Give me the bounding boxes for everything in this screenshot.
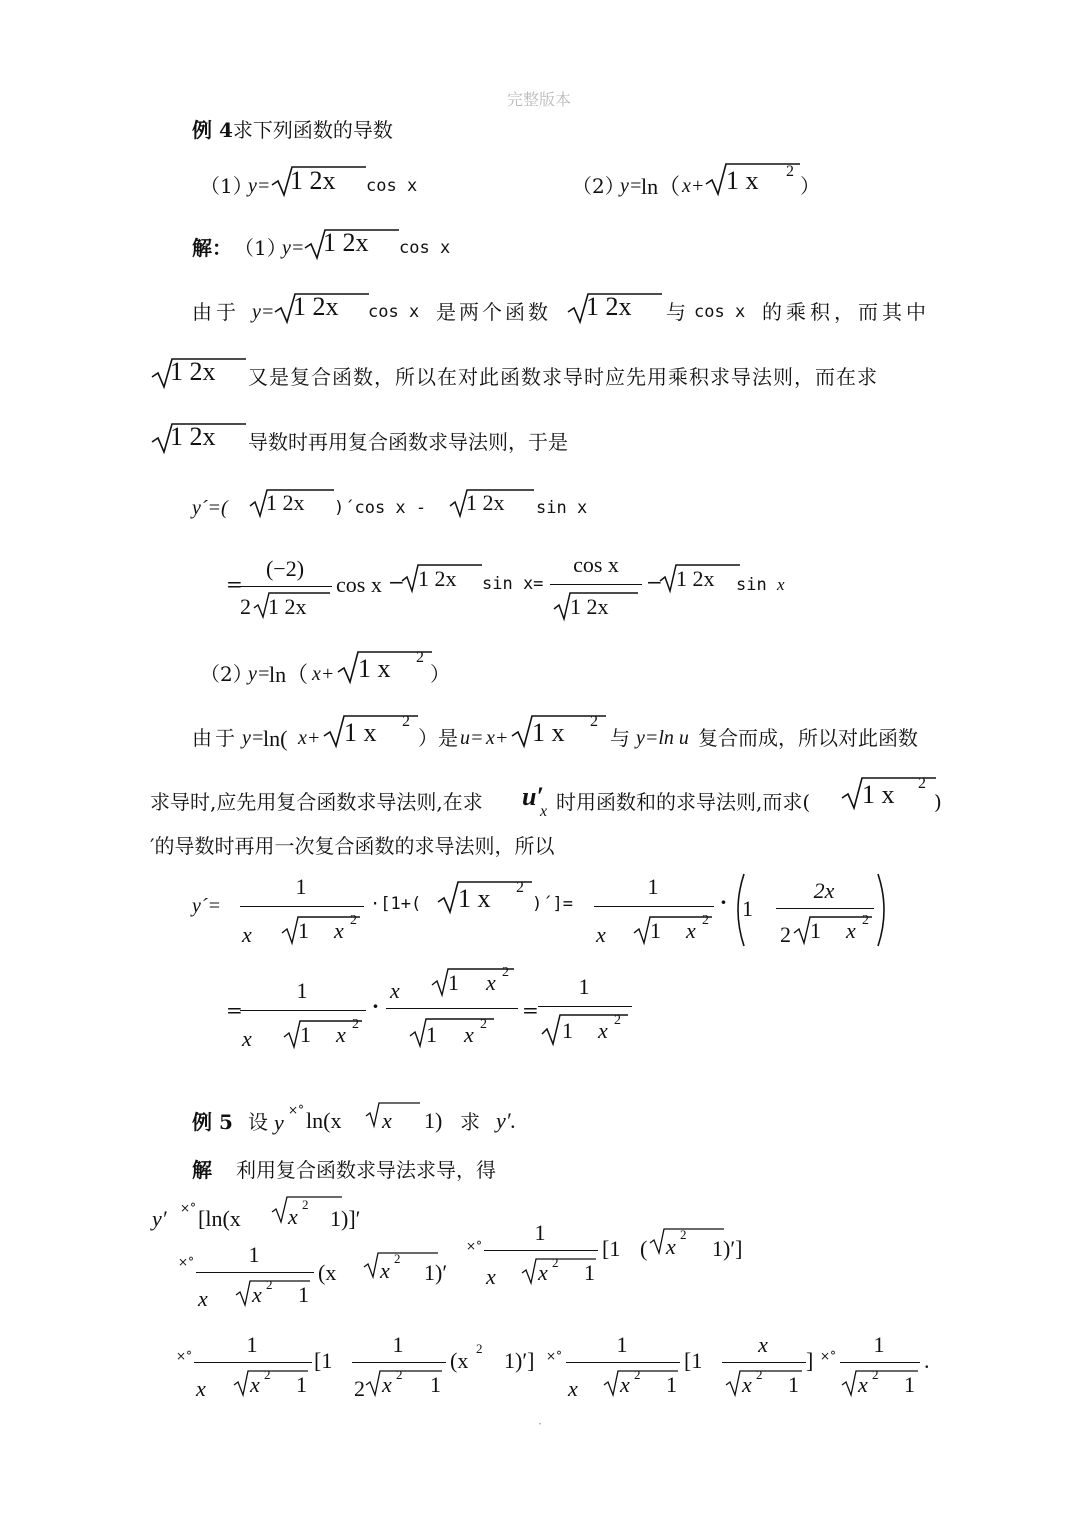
q1-label: （1） xyxy=(200,174,253,198)
d3-paren: (x xyxy=(450,1348,469,1373)
d3b-den-x: x xyxy=(568,1376,578,1401)
eq3-den-x-2: x xyxy=(596,922,606,947)
d3-num-3: 1 xyxy=(616,1332,628,1357)
example-4-title: 例 4求下列函数的导数 xyxy=(192,118,393,142)
eq4-equals: = xyxy=(226,998,243,1022)
d3c-den-sup: 2 xyxy=(756,1367,763,1382)
p2-text: 又是复合函数，所以在对此函数求导时应先用乘积求导法则，而在求 xyxy=(248,365,878,389)
sol-radicand: 1 2x xyxy=(323,228,369,257)
part2-radicand: 1 x xyxy=(358,654,391,683)
ex5-sol-label: 解 xyxy=(192,1158,212,1182)
eq3-den-x2-2: x xyxy=(686,918,696,943)
footer-dot: · xyxy=(538,1417,542,1431)
q2-x: x+ xyxy=(682,175,705,197)
eq3-paren-den-2: 2 xyxy=(780,922,791,947)
eq4-den2-one: 1 xyxy=(426,1022,437,1047)
fraction-bar xyxy=(386,1008,518,1009)
fraction-bar xyxy=(594,906,714,907)
d2-r1-x: x xyxy=(380,1258,390,1283)
d3-den-x2: x xyxy=(250,1372,260,1397)
d3d-den-x: x xyxy=(858,1372,868,1397)
d3-sym-2: ×° xyxy=(546,1349,563,1363)
d3-num-4: x xyxy=(758,1332,768,1357)
eq3-bracket: ·[1+( xyxy=(370,894,422,914)
p5-u: u′ xyxy=(522,782,544,811)
eq4-den-x: x xyxy=(242,1026,252,1051)
q1-radicand: 1 2x xyxy=(290,166,336,195)
fraction-bar xyxy=(550,584,642,585)
eq3-paren-den-sup: 2 xyxy=(862,913,869,928)
d2b-den-x: x xyxy=(486,1264,496,1289)
eq2-numerator-2: cos x xyxy=(573,552,619,577)
p2-radicand: 1 2x xyxy=(170,357,216,386)
p3-text: 导数时再用复合函数求导法则，于是 xyxy=(248,430,568,454)
eq4-den-x2: x xyxy=(336,1022,346,1047)
p1-c: 与 xyxy=(666,300,686,324)
part2-sup: 2 xyxy=(416,649,424,666)
eq3-paren-one: 1 xyxy=(742,896,753,921)
part2-ln: ln（ xyxy=(269,662,309,687)
solution-part2: （2） xyxy=(200,662,253,686)
ex5-x: x xyxy=(382,1108,392,1133)
fraction-bar xyxy=(194,1362,312,1363)
eq2-radicand: 1 2x xyxy=(418,566,457,591)
eq4-den2-sup: 2 xyxy=(480,1017,487,1032)
d3c-den-x: x xyxy=(742,1372,752,1397)
eq2-numerator: (−2) xyxy=(265,556,305,581)
p5-c: ) xyxy=(934,790,942,814)
d3b-den-one: 1 xyxy=(666,1372,677,1397)
d3-num-5: 1 xyxy=(873,1332,885,1357)
eq4-den3-sup: 2 xyxy=(614,1013,621,1028)
ex5-sol-text: 利用复合函数求导法求导，得 xyxy=(236,1158,496,1182)
q1-y: y= xyxy=(248,175,271,197)
p4-c: 与 xyxy=(610,726,630,750)
fraction-bar xyxy=(722,1362,806,1363)
d2-r2b: ( xyxy=(640,1236,648,1261)
fraction-bar xyxy=(196,1272,314,1273)
eq4-den3-one: 1 xyxy=(562,1018,573,1043)
eq3-paren-num: 2x xyxy=(813,878,835,903)
eq4-den-sup: 2 xyxy=(352,1017,359,1032)
sol-y: y= xyxy=(282,237,305,259)
eq2-den-radicand-2: 1 2x xyxy=(570,594,609,619)
p5-sup: 2 xyxy=(918,775,926,792)
eq2-sin-2: sin x xyxy=(736,575,785,595)
example-5-title: 例 5 xyxy=(192,1110,233,1134)
d3b-den-x2: x xyxy=(620,1372,630,1397)
part2-x: x+ xyxy=(312,663,335,685)
fraction-bar xyxy=(240,906,364,907)
d1-yp: y′ xyxy=(152,1206,167,1231)
eq3-den-x2: x xyxy=(334,918,344,943)
d2-num-2: 1 xyxy=(534,1220,546,1245)
p6-text: ′的导数时再用一次复合函数的求导法则，所以 xyxy=(150,834,555,858)
eq4-num2-x2: x xyxy=(486,970,496,995)
p4-sup: 2 xyxy=(402,713,410,730)
eq4-den-one: 1 xyxy=(300,1022,311,1047)
d3-r2-2: [1 xyxy=(684,1348,703,1373)
d3-sym: ×° xyxy=(176,1349,193,1363)
d1-sym: ×° xyxy=(180,1201,197,1215)
d3-den-sup: 2 xyxy=(264,1367,271,1382)
eq3-den-x: x xyxy=(242,922,252,947)
ex5-text: 设 xyxy=(248,1110,268,1134)
d3-den-x: x xyxy=(196,1376,206,1401)
d3d-den-one: 1 xyxy=(904,1372,915,1397)
eq4-equals-2: = xyxy=(522,998,539,1022)
p4-a: 由于 xyxy=(192,726,238,750)
p1-b: 是两个函数 xyxy=(436,300,551,324)
p4-y: y= xyxy=(242,727,265,749)
dot-operator: · xyxy=(372,994,379,1018)
eq4-num2-sup: 2 xyxy=(502,965,509,980)
p1-cos-2: cos x xyxy=(694,302,746,322)
p4-x: x+ xyxy=(298,727,321,749)
d3-den-two: 2 xyxy=(354,1376,365,1401)
p4-ln: ln( xyxy=(263,726,288,751)
eq3-den-one: 1 xyxy=(298,918,309,943)
d3-den-one-2: 1 xyxy=(430,1372,441,1397)
q1-cos: cos x xyxy=(366,176,418,196)
solution-label: 解： xyxy=(192,236,232,260)
eq2-den-two: 2 xyxy=(240,594,251,619)
d3-den-x3: x xyxy=(382,1372,392,1397)
part2-close: ） xyxy=(430,662,450,686)
part2-y: y= xyxy=(248,663,271,685)
d3-period: . xyxy=(924,1348,930,1373)
eq2-minus: − xyxy=(388,570,405,594)
p4-e: 复合而成，所以对此函数 xyxy=(698,726,918,750)
p5-a: 求导时,应先用复合函数求导法则,在求 xyxy=(150,790,483,814)
eq1-mid: )´cos x - xyxy=(334,498,427,518)
eq1-left: y´=( xyxy=(192,497,228,519)
q2-ln: ln（ xyxy=(641,174,681,199)
eq2-minus-2: − xyxy=(646,570,663,594)
q2-sup: 2 xyxy=(786,163,794,180)
d2-r2-x: x xyxy=(666,1234,676,1259)
p4-u: u= xyxy=(460,727,484,749)
q2-y: y= xyxy=(620,175,643,197)
page-header: 完整版本 xyxy=(507,90,572,109)
eq3-y: y´= xyxy=(192,895,222,917)
eq4-numerator-3: 1 xyxy=(578,974,590,999)
d3c-den-one: 1 xyxy=(788,1372,799,1397)
d2-r1-tail: 1)′ xyxy=(424,1260,448,1285)
d2-den-sup: 2 xyxy=(266,1277,273,1292)
eq4-num2-one: 1 xyxy=(448,970,459,995)
p4-radicand: 1 x xyxy=(344,718,377,747)
fraction-bar xyxy=(352,1362,446,1363)
d3-paren-tail: 1)′] xyxy=(504,1348,535,1373)
d2b-den-sup: 2 xyxy=(552,1255,559,1270)
p4-d: y=ln u xyxy=(636,727,689,749)
ex5-ln: ln(x xyxy=(306,1108,342,1133)
eq4-num2-x: x xyxy=(390,978,400,1003)
eq3-paren-den-x: x xyxy=(846,918,856,943)
p4-b: ）是 xyxy=(418,726,458,750)
eq1-sin: sin x xyxy=(536,498,588,518)
eq3-numerator-2: 1 xyxy=(647,874,659,899)
d2-r2-tail: 1)′] xyxy=(712,1236,743,1261)
eq1-radicand: 1 2x xyxy=(266,490,305,515)
d2-den-x: x xyxy=(198,1286,208,1311)
d1-tail: 1)]′ xyxy=(330,1206,361,1231)
fraction-bar xyxy=(240,586,332,587)
p1-radicand-2: 1 2x xyxy=(586,292,632,321)
p4-sup-2: 2 xyxy=(590,713,598,730)
eq3-den-one-2: 1 xyxy=(650,918,661,943)
p4-radicand-2: 1 x xyxy=(532,718,565,747)
p1-y: y= xyxy=(252,301,275,323)
d3-paren-sup: 2 xyxy=(476,1341,483,1356)
eq3-den-sup: 2 xyxy=(350,913,357,928)
dot-operator: · xyxy=(720,890,727,914)
p1-a: 由于 xyxy=(192,300,240,324)
d2-r2: [1 xyxy=(602,1236,621,1261)
eq2-cos: cos x xyxy=(336,572,382,597)
d1-sup: 2 xyxy=(302,1197,309,1212)
eq1-radicand-2: 1 2x xyxy=(466,490,505,515)
d3-den-one: 1 xyxy=(296,1372,307,1397)
ex5-sym: ×° xyxy=(288,1103,305,1117)
eq3-radicand: 1 x xyxy=(458,884,491,913)
ex5-yp: y′. xyxy=(496,1108,517,1133)
eq4-numerator: 1 xyxy=(296,978,308,1003)
d3-r2: [1 xyxy=(314,1348,333,1373)
eq3-paren-den-one: 1 xyxy=(810,918,821,943)
ex5-ask: 求 xyxy=(460,1110,480,1134)
p5-sub: x xyxy=(540,803,548,820)
d2-r1: (x xyxy=(318,1260,337,1285)
eq2-sin: sin x= xyxy=(482,574,544,594)
d3-close: ] xyxy=(806,1348,814,1373)
solution-part1: （1） xyxy=(234,236,287,260)
d2-r1-sup: 2 xyxy=(394,1251,401,1266)
q2-label: （2） xyxy=(572,174,625,198)
d2-sym-2: ×° xyxy=(466,1239,483,1253)
d2-sym: ×° xyxy=(178,1255,195,1269)
d3-num: 1 xyxy=(246,1332,258,1357)
d2-den-x2: x xyxy=(252,1282,262,1307)
fraction-bar xyxy=(840,1362,920,1363)
d3d-den-sup: 2 xyxy=(872,1367,879,1382)
fraction-bar xyxy=(776,908,874,909)
d3-num-2: 1 xyxy=(392,1332,404,1357)
d2-den-one: 1 xyxy=(298,1282,309,1307)
d1-ln: [ln(x xyxy=(198,1206,241,1231)
d2b-den-x2: x xyxy=(538,1260,548,1285)
ex5-one: 1) xyxy=(424,1108,443,1133)
eq2-den-radicand: 1 2x xyxy=(268,594,307,619)
p1-cos: cos x xyxy=(368,302,420,322)
fraction-bar xyxy=(484,1250,598,1251)
d3b-den-sup: 2 xyxy=(634,1367,641,1382)
fraction-bar xyxy=(538,1006,632,1007)
p1-radicand: 1 2x xyxy=(293,292,339,321)
p4-x2: x+ xyxy=(486,727,509,749)
eq4-den3-x: x xyxy=(598,1018,608,1043)
q2-close: ） xyxy=(800,174,820,198)
eq3-close: )´]= xyxy=(532,894,573,914)
sqrt-symbol xyxy=(364,1100,424,1133)
sol-cos: cos x xyxy=(399,238,451,258)
eq2-radicand-2: 1 2x xyxy=(676,566,715,591)
eq2-equals: = xyxy=(226,572,243,596)
q2-radicand: 1 x xyxy=(726,166,759,195)
eq3-sup: 2 xyxy=(516,879,524,896)
d2-r2-sup: 2 xyxy=(680,1227,687,1242)
p5-radicand: 1 x xyxy=(862,780,895,809)
eq3-numerator: 1 xyxy=(295,874,307,899)
eq4-den2-x: x xyxy=(464,1022,474,1047)
d3-den-sup-2: 2 xyxy=(396,1367,403,1382)
d1-x: x xyxy=(288,1204,298,1229)
p5-b: 时用函数和的求导法则,而求( xyxy=(556,790,811,814)
d2-num: 1 xyxy=(248,1242,260,1267)
d2b-den-one: 1 xyxy=(584,1260,595,1285)
eq3-den-sup-2: 2 xyxy=(702,913,709,928)
ex5-y: y xyxy=(274,1110,284,1135)
fraction-bar xyxy=(566,1362,680,1363)
d3-sym-3: ×° xyxy=(820,1349,837,1363)
p1-d: 的乘积，而其中 xyxy=(762,300,930,324)
p3-radicand: 1 2x xyxy=(170,422,216,451)
fraction-bar xyxy=(240,1010,366,1011)
